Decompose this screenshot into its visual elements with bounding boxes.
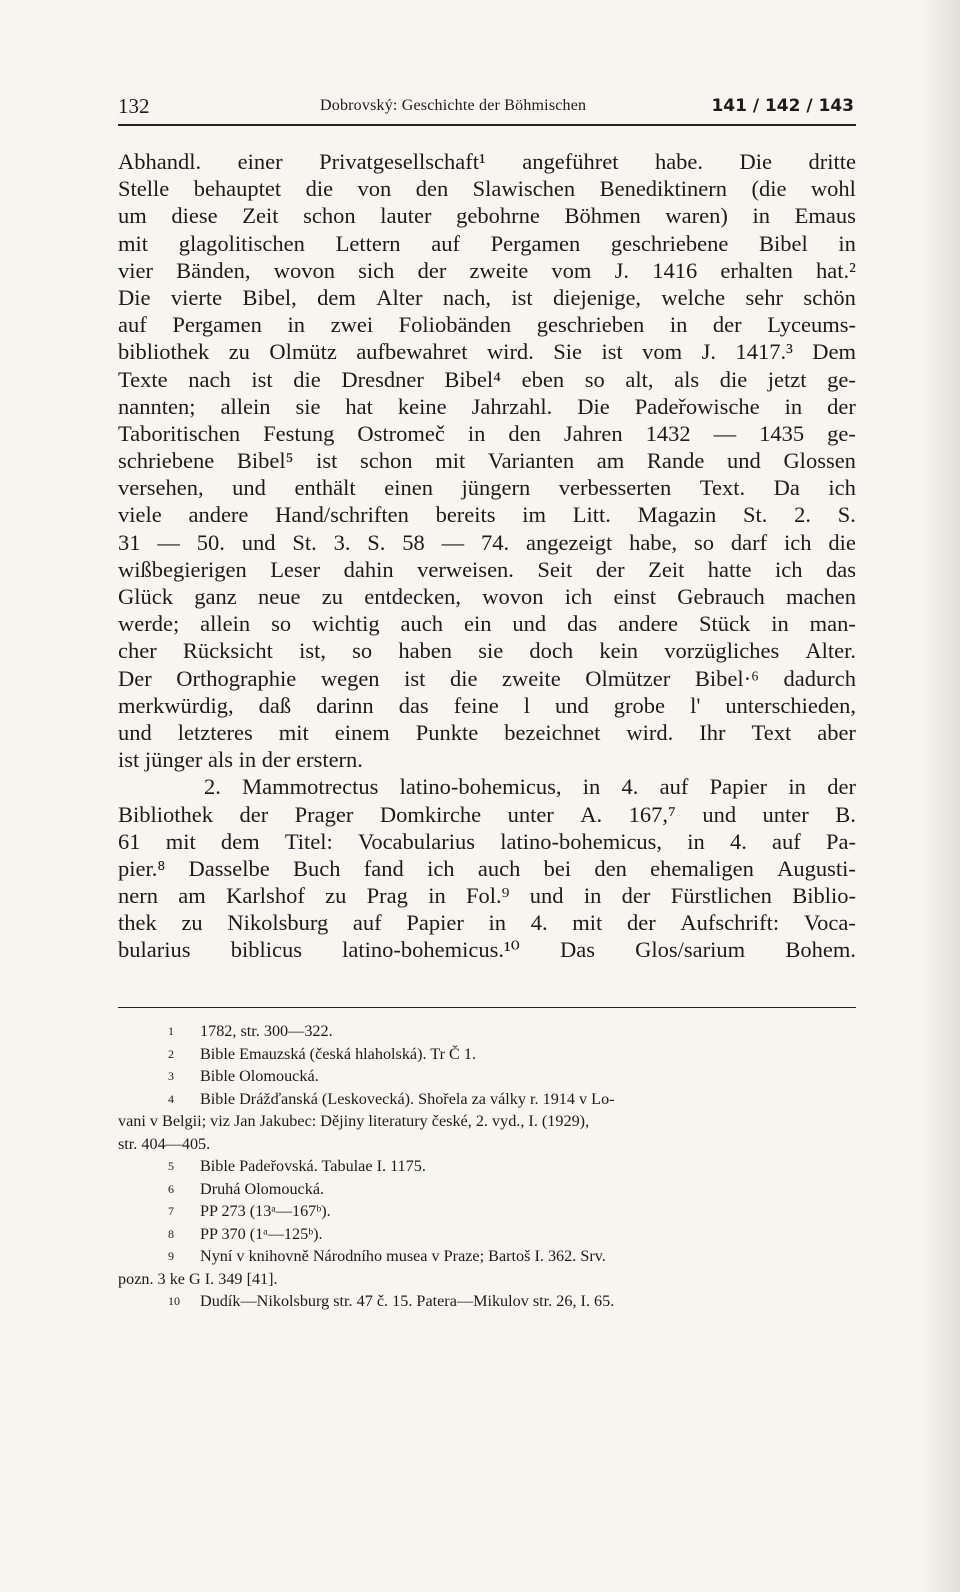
text-line: vier Bänden, wovon sich der zweite vom J. 1416 erhalten hat.² [118, 257, 856, 283]
text-line: thek zu Nikolsburg auf Papier in 4. mit der Aufschrift: Voca- [118, 910, 856, 936]
footnote [118, 1245, 856, 1268]
footnote [118, 1200, 856, 1223]
text-line: Die vierte Bibel, dem Alter nach, ist diejenige, welche sehr schön [118, 284, 856, 310]
footnote-text: PP 273 (13ᵃ—167ᵇ). [200, 1202, 331, 1220]
footnote-text: pozn. 3 ke G I. 349 [41]. [118, 1269, 278, 1288]
text-line: Bibliothek der Prager Domkirche unter A. 167,⁷ und unter B. [118, 801, 856, 827]
page-edge-shadow [920, 0, 960, 1592]
text-line: ist jünger als in der erstern. [118, 747, 363, 773]
text-line: bularius biblicus latino-bohemicus.¹⁰ Das Glos/sarium Bohem. [118, 937, 856, 963]
footnote-number: 10 [168, 1294, 180, 1308]
text-line: Taboritischen Festung Ostromeč in den Jahren 1432 — 1435 ge- [118, 420, 856, 446]
footnote [118, 1088, 856, 1111]
text-line: bibliothek zu Olmütz aufbewahret wird. Sie ist vom J. 1417.³ Dem [118, 339, 856, 365]
footnote [118, 1043, 856, 1066]
text-line: 61 mit dem Titel: Vocabularius latino-bohemicus, in 4. auf Pa- [118, 828, 856, 854]
footnote-rule [118, 1007, 856, 1008]
text-line: pier.⁸ Dasselbe Buch fand ich auch bei den ehemaligen Augusti- [118, 855, 856, 881]
footnote-number: 6 [168, 1181, 174, 1196]
footnote-text: vani v Belgii; viz Jan Jakubec: Dějiny literatury české, 2. vyd., I. (1929), [118, 1112, 590, 1130]
text-line: 2. Mammotrectus latino-bohemicus, in 4. auf Papier in der [204, 774, 856, 800]
text-line: Texte nach ist die Dresdner Bibel⁴ eben so alt, als die jetzt ge- [118, 366, 856, 392]
footnote-number: 2 [168, 1046, 174, 1061]
text-line: schriebene Bibel⁵ ist schon mit Varianten am Rande und Glossen [118, 448, 856, 474]
footnote-number: 9 [168, 1249, 174, 1263]
page-header [118, 94, 856, 124]
main-text [118, 148, 856, 964]
text-line: Der Orthographie wegen ist die zweite Olmützer Bibel·⁶ dadurch [118, 665, 856, 691]
footnote [118, 1020, 856, 1043]
text-line: werde; allein so wichtig auch ein und das andere Stück in man- [118, 611, 856, 637]
footnote-number: 5 [168, 1159, 174, 1173]
footnote-text: Druhá Olomoucká. [200, 1179, 325, 1198]
footnote-text: Nyní v knihovně Národního musea v Praze; Bartoš I. 362. Srv. [200, 1247, 606, 1265]
footnote [118, 1268, 856, 1291]
section-numbers: 141 / 142 / 143 [711, 96, 854, 116]
footnote-text: str. 404—405. [118, 1134, 211, 1153]
footnote-text: Bible Emauzská (česká hlaholská). Tr Č 1. [200, 1044, 477, 1063]
footnote [118, 1133, 856, 1156]
text-line: nannten; allein sie hat keine Jahrzahl. Die Padeřowische in der [118, 393, 856, 419]
footnote-number: 1 [168, 1024, 174, 1038]
footnote [118, 1065, 856, 1088]
footnote-text: Bible Padeřovská. Tabulae I. 1175. [200, 1157, 426, 1175]
text-line: wißbegierigen Leser dahin verweisen. Seit der Zeit hatte ich das [118, 556, 856, 582]
running-title: Dobrovský: Geschichte der Böhmischen [320, 97, 587, 114]
footnote [118, 1178, 856, 1201]
footnote-text: Bible Olomoucká. [200, 1067, 319, 1085]
footnote [118, 1155, 856, 1178]
footnotes [118, 1020, 856, 1313]
text-line: Glück ganz neue zu entdecken, wovon ich einst Gebrauch machen [118, 584, 856, 609]
footnote-text: Dudík—Nikolsburg str. 47 č. 15. Patera—Mikulov str. 26, I. 65. [200, 1292, 615, 1310]
text-line: und letzteres mit einem Punkte bezeichnet wird. Ihr Text aber [118, 719, 856, 745]
footnote-number: 3 [168, 1069, 174, 1083]
text-line: um diese Zeit schon lauter gebohrne Böhmen waren) in Emaus [118, 203, 856, 229]
text-line: versehen, und enthält einen jüngern verbesserten Text. Da ich [118, 475, 856, 501]
footnote-number: 4 [168, 1091, 174, 1106]
text-line: 31 — 50. und St. 3. S. 58 — 74. angezeigt habe, so darf ich die [118, 529, 856, 555]
footnote-number: 8 [168, 1226, 174, 1241]
text-line: cher Rücksicht ist, so haben sie doch kein vorzügliches Alter. [118, 638, 856, 664]
footnote [118, 1223, 856, 1246]
footnote-text: Bible Drážďanská (Leskovecká). Shořela za války r. 1914 v Lo- [200, 1089, 615, 1108]
page-number: 132 [118, 94, 150, 118]
text-line: nern am Karlshof zu Prag in Fol.⁹ und in der Fürstlichen Biblio- [118, 883, 856, 909]
text-line: auf Pergamen in zwei Foliobänden geschrieben in der Lyceums- [118, 312, 856, 338]
text-line: viele andere Hand/schriften bereits im Litt. Magazin St. 2. S. [118, 502, 856, 528]
header-rule [118, 124, 856, 126]
text-line: Stelle behauptet die von den Slawischen Benediktinern (die wohl [118, 176, 856, 202]
text-line: Abhandl. einer Privatgesellschaft¹ angeführet habe. Die dritte [118, 149, 856, 174]
text-line: merkwürdig, daß darinn das feine l und grobe l' unterschieden, [118, 692, 856, 718]
footnote [118, 1110, 856, 1133]
footnote-text: 1782, str. 300—322. [200, 1022, 333, 1040]
text-line: mit glagolitischen Lettern auf Pergamen geschriebene Bibel in [118, 230, 856, 256]
footnote-text: PP 370 (1ᵃ—125ᵇ). [200, 1224, 323, 1243]
footnote-number: 7 [168, 1204, 174, 1218]
footnote [118, 1290, 856, 1313]
